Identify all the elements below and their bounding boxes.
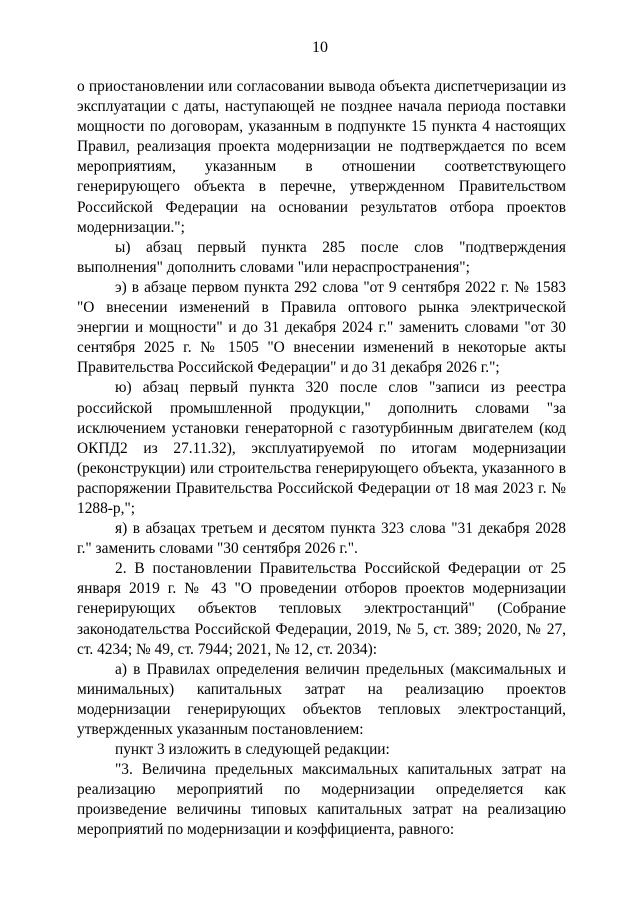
document-body (77, 77, 566, 841)
paragraph-intro-continuation: о приостановлении или согласовании вывода объекта диспетчеризации из эксплуатации с даты, наступающей не позднее начала периода поставки мощности по договорам, указанным в подпункте 15 пункта 4 настоящих Правил, реализация проекта модернизации не подтверждается по всем мероприятиям, указанным в отношении соответствующего генерирующего объекта в перечне, утвержденном Правительством Российской Федерации на основании результатов отбора проектов модернизации."; (77, 78, 566, 236)
paragraph-subitem-a: а) в Правилах определения величин предельных (максимальных и минимальных) капитальных затрат на реализацию проектов модернизации генерирующих объектов тепловых электростанций, утвержденных указанным постановлением: (77, 660, 566, 738)
paragraph-item-e: э) в абзаце первом пункта 292 слова "от 9 сентября 2022 г. № 1583 "О внесении изменений в Правила оптового рынка электрической энергии и мощности" и до 31 декабря 2024 г." заменить словами "от 30 сентября 2025 г. № 1505 "О внесении изменений в некоторые акты Правительства Российской Федерации" и до 31 декабря 2026 г."; (77, 278, 566, 377)
paragraph-point-3-text: "3. Величина предельных максимальных капитальных затрат на реализацию мероприятий по модернизации определяется как произведение величины типовых капитальных затрат на реализацию мероприятий по модернизации и коэффициента, равного: (77, 761, 566, 839)
paragraph-item-y: ы) абзац первый пункта 285 после слов "подтверждения выполнения" дополнить словами "или нераспространения"; (77, 238, 566, 276)
paragraph-item-yu: ю) абзац первый пункта 320 после слов "записи из реестра российской промышленной продукции," дополнить словами "за исключением установки генераторной с газотурбинным двигателем (код ОКПД2 из 27.11.32), эксплуатируемой по итогам модернизации (реконструкции) или строительства генерирующего объекта, указанного в распоряжении Правительства Российской Федерации от 18 мая 2023 г. № 1288-р,"; (77, 379, 566, 517)
paragraph-point-3-intro: пункт 3 изложить в следующей редакции: (115, 741, 390, 759)
paragraph-item-ya: я) в абзацах третьем и десятом пункта 323 слова "31 декабря 2028 г." заменить словами "30 сентября 2026 г.". (77, 520, 566, 558)
paragraph-section-2: 2. В постановлении Правительства Российской Федерации от 25 января 2019 г. № 43 "О проведении отборов проектов модернизации генерирующих объектов тепловых электростанций" (Собрание законодательства Российской Федерации, 2019, № 5, ст. 389; 2020, № 27, ст. 4234; № 49, ст. 7944; 2021, № 12, ст. 2034): (77, 560, 566, 658)
page-number: 10 (312, 39, 328, 56)
